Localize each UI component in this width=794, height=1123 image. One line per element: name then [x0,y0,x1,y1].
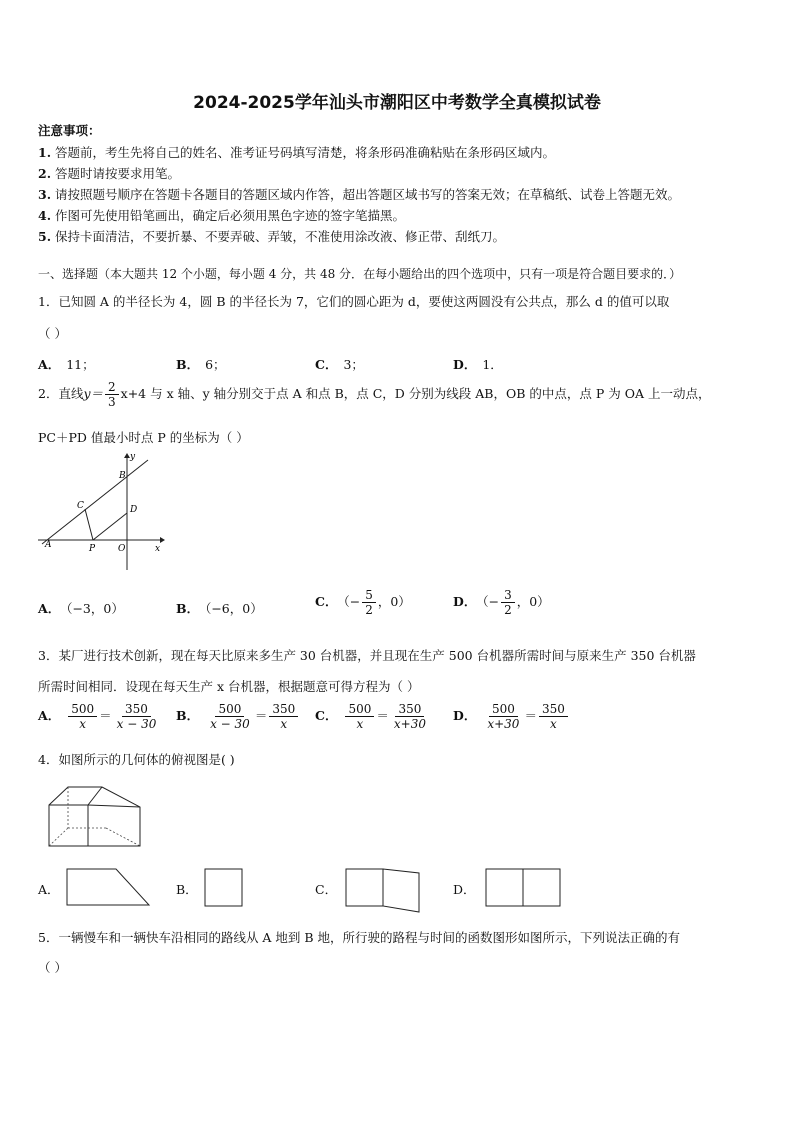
note-item-1: 1. 答题前，考生先将自己的姓名、准考证号码填写清楚，将条形码准确粘贴在条形码区域内。 [38,145,556,160]
label-a: A [45,540,52,550]
segment-cp [85,509,93,540]
note-item-4: 4. 作图可先使用铅笔画出，确定后必须用黑色字迹的签字笔描黑。 [38,208,406,223]
question-2-line2: PC＋PD 值最小时点 P 的坐标为（ ） [38,430,249,445]
q4-solid-figure [46,780,146,850]
q4-option-d-figure[interactable] [485,868,565,908]
q4-option-b-label[interactable]: B． [176,882,198,897]
q1-option-c[interactable]: C． 3； [315,357,364,372]
label-y: y [130,452,136,462]
note-item-5: 5. 保持卡面清洁，不要折暴、不要弄破、弄皱，不准使用涂改液、修正带、刮纸刀。 [38,229,506,244]
q3-option-c[interactable]: C． $\frac{500}{x}$ ＝ $\frac{350}{x+30}$ [315,702,426,731]
page-title: 2024-2025学年汕头市潮阳区中考数学全真模拟试卷 [193,93,601,113]
q4-option-c-label[interactable]: C． [315,882,338,897]
q2-option-c[interactable]: C． （− $\frac{5}{2}$ ，0） [315,588,411,617]
question-3: 3．某厂进行技术创新，现在每天比原来多生产 30 台机器，并且现在生产 500 台机器所需时间与原来生产 350 台机器 [38,648,696,663]
question-5: 5．一辆慢车和一辆快车沿相同的路线从 A 地到 B 地，所行驶的路程与时间的函数图形如图所示，下列说法正确的有 [38,930,681,945]
q4-option-c-figure[interactable] [345,868,425,914]
question-4: 4．如图所示的几何体的俯视图是( ) [38,752,235,767]
q1-option-d[interactable]: D． 1． [453,357,503,372]
q3-option-a[interactable]: A． $\frac{500}{x}$ ＝ $\frac{350}{x - 30}$ [38,702,157,731]
q1-option-a[interactable]: A． 11； [38,357,95,372]
x-axis-arrow [160,537,165,543]
hidden-edge-r [106,828,140,846]
label-c: C [77,501,84,511]
solid-slant-edge [88,787,102,805]
question-3-line2: 所需时间相同．设现在每天生产 x 台机器，根据题意可得方程为（ ） [38,679,420,694]
question-1-blank: （ ） [38,326,67,341]
question-5-blank: （ ） [38,960,67,975]
label-b: B [119,471,126,481]
q1-option-b[interactable]: B． 6； [176,357,226,372]
note-item-2: 2. 答题时请按要求用笔。 [38,166,181,181]
q3-option-b[interactable]: B． $\frac{500}{x - 30}$ ＝ $\frac{350}{x}$ [176,702,300,731]
q4-option-d-label[interactable]: D． [453,882,476,897]
line-ab [42,460,148,544]
label-p: P [89,544,96,554]
segment-pd [93,513,127,540]
q4-option-a-figure[interactable] [66,868,152,908]
section-heading: 一、选择题（本大题共 12 个小题，每小题 4 分，共 48 分．在每小题给出的四个选项中，只有一项是符合题目要求的．） [38,267,682,281]
solid-top-edge [49,805,140,807]
q2-slope-fraction: $\frac{2}{3}$ [105,380,119,409]
q2-option-a[interactable]: A． （−3，0） [38,601,124,616]
question-2: 2．直线y＝ $\frac{2}{3}$ x+4 与 x 轴、y 轴分别交于点 A 和点 B，点 C，D 分别为线段 AB，OB 的中点，点 P 为 OA 上一动点， [38,380,711,409]
question-1: 1．已知圆 A 的半径长为 4，圆 B 的半径长为 7，它们的圆心距为 d，要使这两圆没有公共点，那么 d 的值可以取 [38,294,670,309]
note-item-3: 3. 请按照题号顺序在答题卡各题目的答题区域内作答，超出答题区域书写的答案无效；在草稿纸、试卷上答题无效。 [38,187,681,202]
q2-figure [36,452,166,572]
q2-option-d[interactable]: D． （− $\frac{3}{2}$ ，0） [453,588,550,617]
q4-option-b-figure[interactable] [204,868,244,908]
label-d: D [130,505,138,515]
q4-option-a-label[interactable]: A． [38,882,60,897]
label-o: O [118,544,126,554]
label-x: x [155,544,161,554]
q2-option-b[interactable]: B． （−6，0） [176,601,263,616]
hidden-edge-d [49,828,68,846]
q3-option-d[interactable]: D． $\frac{500}{x+30}$ ＝ $\frac{350}{x}$ [453,702,570,731]
notes-heading: 注意事项： [38,123,101,138]
